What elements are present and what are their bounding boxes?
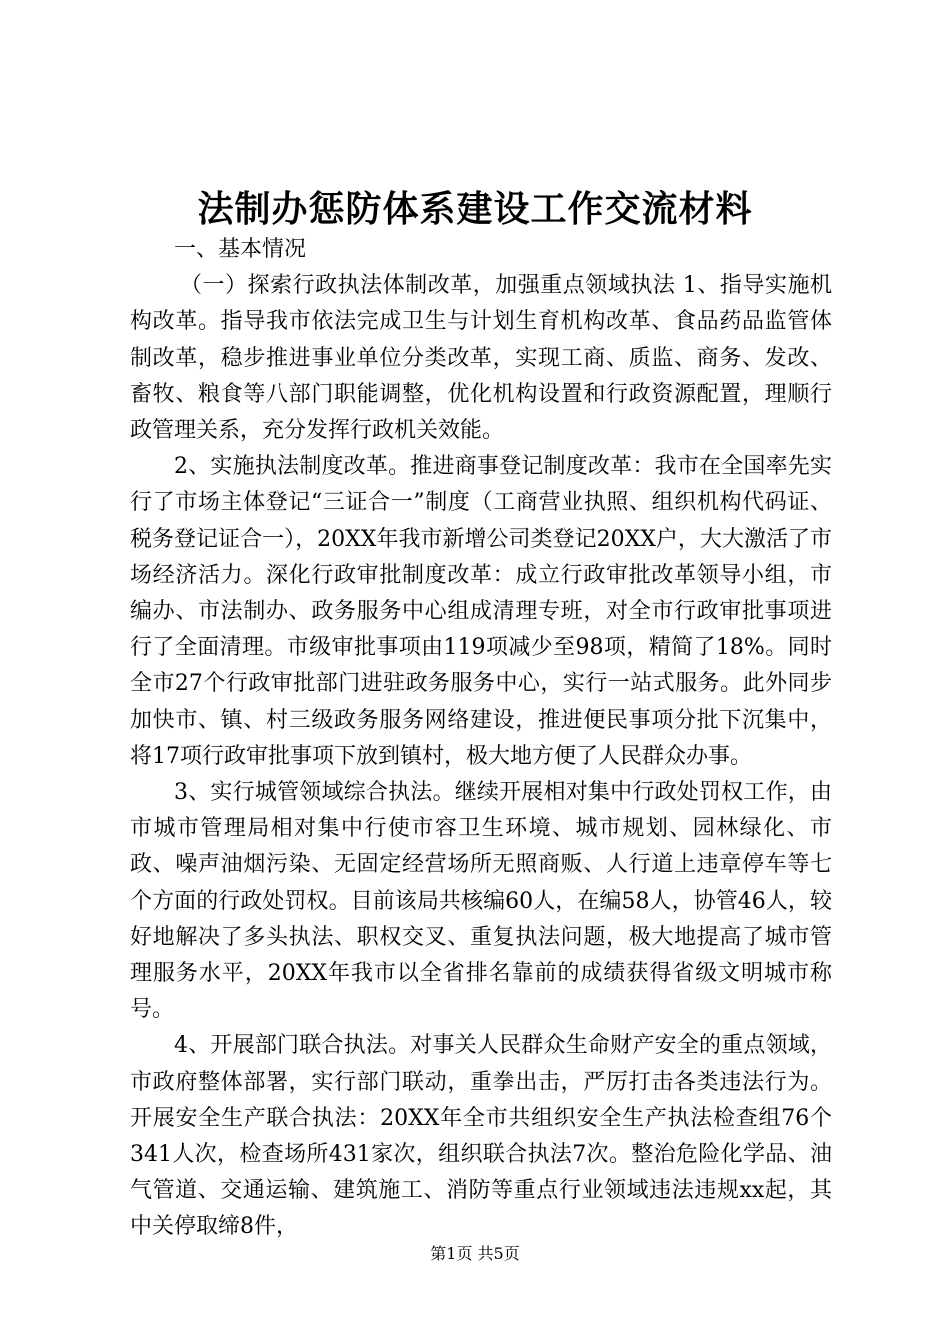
paragraph-1: （一）探索行政执法体制改革，加强重点领域执法 1、指导实施机构改革。指导我市依法完成卫生与计划生育机构改革、食品药品监管体制改革，稳步推进事业单位分类改革，实现工商、质监、商务、发改、畜牧、粮食等八部门职能调整，优化机构设置和行政资源配置，理顺行政管理关系，充分发挥行政机关效能。 (130, 273, 832, 444)
document-body (130, 232, 832, 1246)
section-heading: 一、基本情况 (174, 237, 307, 262)
paragraph-4: 4、开展部门联合执法。对事关人民群众生命财产安全的重点领域，市政府整体部署，实行部门联动，重拳出击，严厉打击各类违法行为。开展安全生产联合执法：20XX年全市共组织安全生产执法检查组76个341人次，检查场所431家次，组织联合执法7次。整治危险化学品、油气管道、交通运输、建筑施工、消防等重点行业领域违法违规xx起，其中关停取缔8件， (130, 1033, 832, 1240)
paragraph-2: 2、实施执法制度改革。推进商事登记制度改革：我市在全国率先实行了市场主体登记“三证合一”制度（工商营业执照、组织机构代码证、税务登记证合一），20XX年我市新增公司类登记20XX户，大大激活了市场经济活力。深化行政审批制度改革：成立行政审批改革领导小组，市编办、市法制办、政务服务中心组成清理专班，对全市行政审批事项进行了全面清理。市级审批事项由119项减少至98项，精简了18%。同时全市27个行政审批部门进驻政务服务中心，实行一站式服务。此外同步加快市、镇、村三级政务服务网络建设，推进便民事项分批下沉集中，将17项行政审批事项下放到镇村，极大地方便了人民群众办事。 (130, 454, 832, 769)
document-title: 法制办惩防体系建设工作交流材料 (197, 188, 753, 230)
page-footer: 第1页 共5页 (430, 1244, 520, 1263)
paragraph-3: 3、实行城管领域综合执法。继续开展相对集中行政处罚权工作，由市城市管理局相对集中行使市容卫生环境、城市规划、园林绿化、市政、噪声油烟污染、无固定经营场所无照商贩、人行道上违章停车等七个方面的行政处罚权。目前该局共核编60人，在编58人，协管46人，较好地解决了多头执法、职权交叉、重复执法问题，极大地提高了城市管理服务水平，20XX年我市以全省排名靠前的成绩获得省级文明城市称号。 (130, 780, 832, 1023)
